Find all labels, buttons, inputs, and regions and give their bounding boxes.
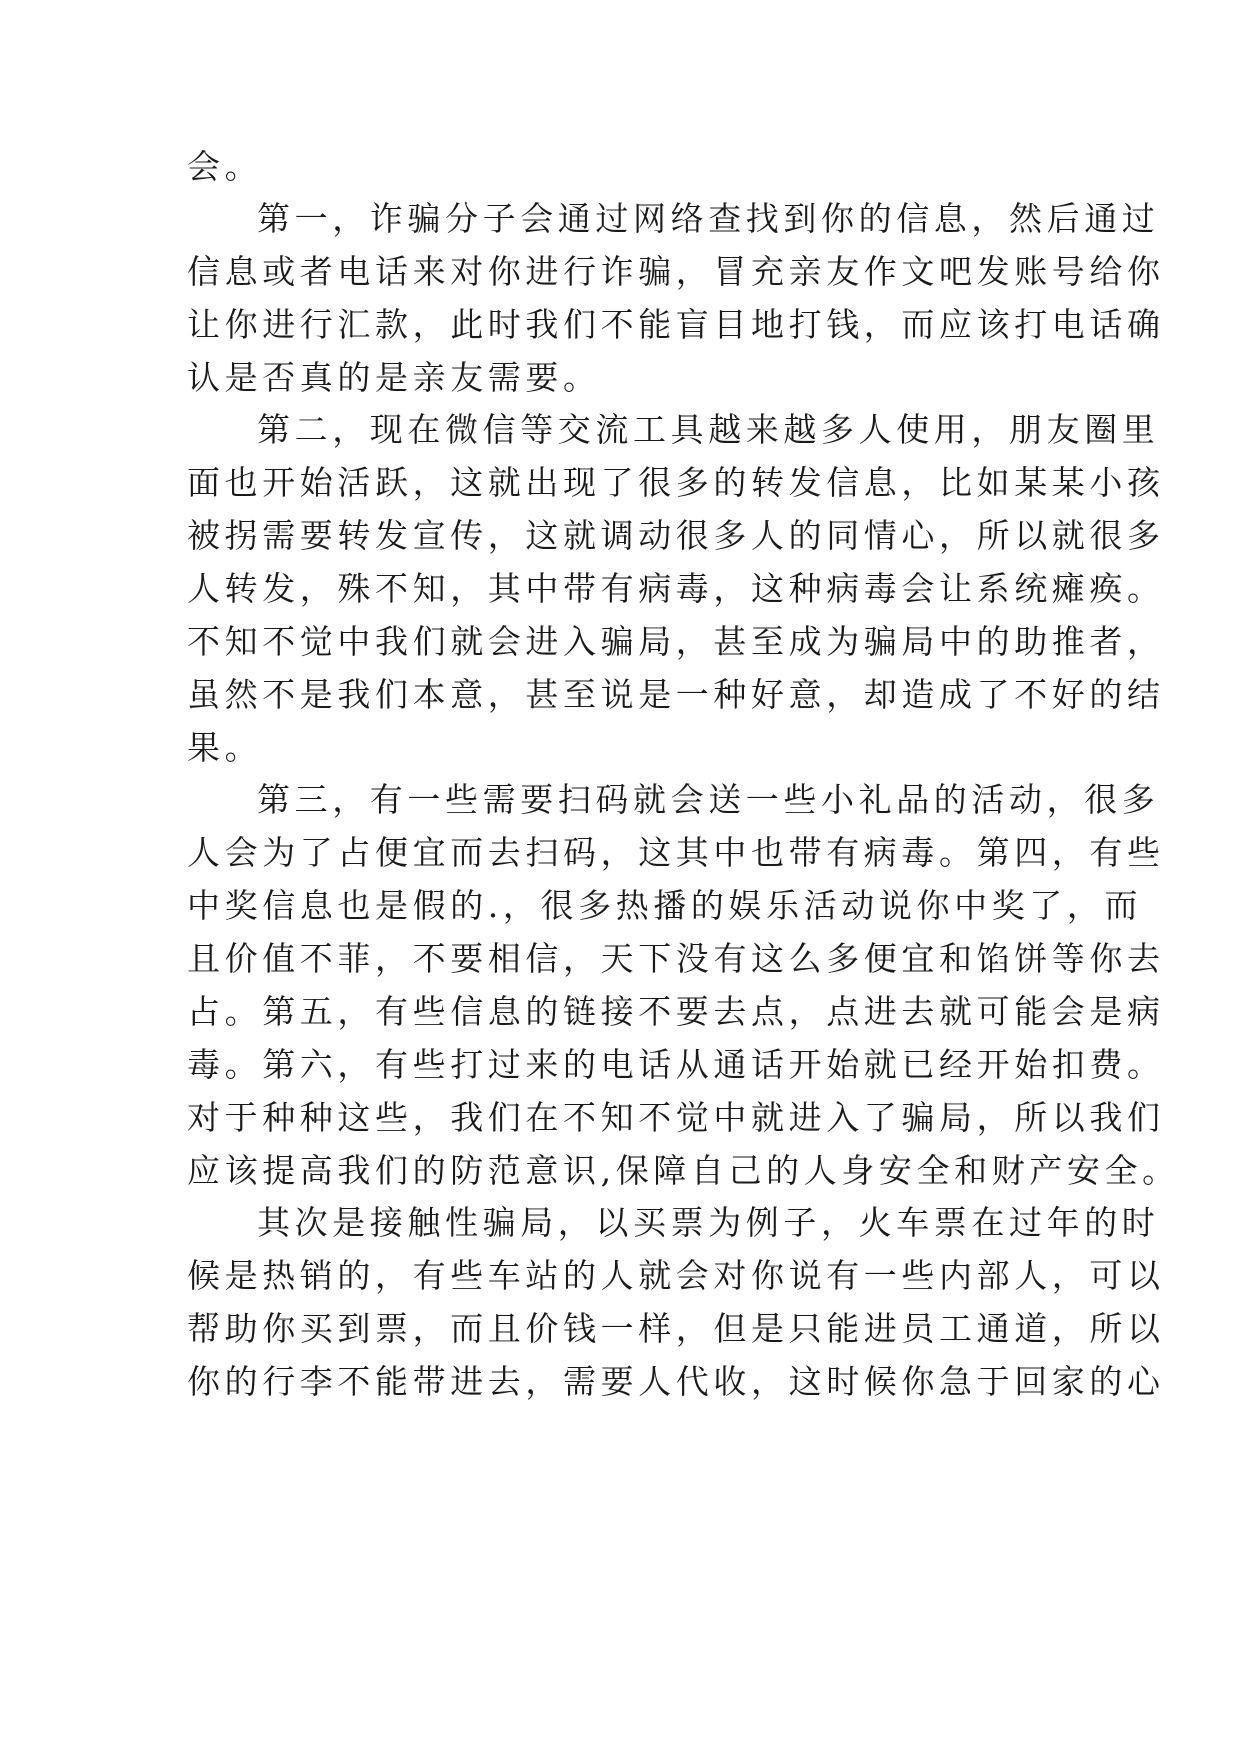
paragraph-first-line: 第二，现在微信等交流工具越来越多人使用，朋友圈里 [257, 410, 1160, 449]
text-line: 占。第五，有些信息的链接不要去点，点进去就可能会是病 [187, 992, 1165, 1031]
text-line: 人转发，殊不知，其中带有病毒，这种病毒会让系统瘫痪。 [187, 569, 1165, 608]
text-line: 毒。第六，有些打过来的电话从通话开始就已经开始扣费。 [187, 1045, 1165, 1084]
text-line: 让你进行汇款，此时我们不能盲目地打钱，而应该打电话确 [187, 305, 1165, 344]
text-line: 候是热销的，有些车站的人就会对你说有一些内部人，可以 [187, 1256, 1165, 1295]
paragraph-first-line: 第三，有一些需要扫码就会送一些小礼品的活动，很多 [257, 780, 1160, 819]
text-line: 被拐需要转发宣传，这就调动很多人的同情心，所以就很多 [187, 516, 1165, 555]
paragraph-first-line: 第一，诈骗分子会通过网络查找到你的信息，然后通过 [257, 199, 1160, 238]
text-line: 人会为了占便宜而去扫码，这其中也带有病毒。第四，有些 [187, 833, 1165, 872]
text-line: 你的行李不能带进去，需要人代收，这时候你急于回家的心 [187, 1362, 1165, 1401]
text-line: 对于种种这些，我们在不知不觉中就进入了骗局，所以我们 [187, 1098, 1165, 1137]
text-line: 会。 [187, 147, 263, 186]
text-line: 且价值不菲，不要相信，天下没有这么多便宜和馅饼等你去 [187, 939, 1165, 978]
text-line: 果。 [187, 728, 263, 767]
text-line: 虽然不是我们本意，甚至说是一种好意，却造成了不好的结 [187, 675, 1165, 714]
text-line: 信息或者电话来对你进行诈骗，冒充亲友作文吧发账号给你 [187, 252, 1165, 291]
text-line: 应该提高我们的防范意识,保障自己的人身安全和财产安全。 [187, 1151, 1180, 1190]
text-line: 面也开始活跃，这就出现了很多的转发信息，比如某某小孩 [187, 463, 1165, 502]
text-line: 不知不觉中我们就会进入骗局，甚至成为骗局中的助推者， [187, 622, 1165, 661]
text-line: 中奖信息也是假的.，很多热播的娱乐活动说你中奖了，而 [187, 886, 1143, 925]
text-line: 帮助你买到票，而且价钱一样，但是只能进员工通道，所以 [187, 1309, 1165, 1348]
text-line: 认是否真的是亲友需要。 [187, 358, 601, 397]
paragraph-first-line: 其次是接触性骗局，以买票为例子，火车票在过年的时 [257, 1203, 1160, 1242]
